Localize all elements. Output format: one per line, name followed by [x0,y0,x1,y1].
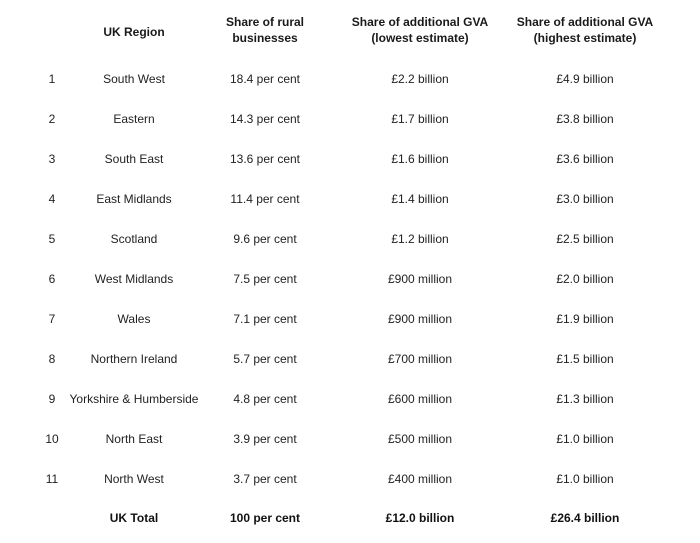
gva-lowest-cell: £400 million [387,472,453,486]
region-name-cell: Scotland [110,232,158,246]
table-row [0,419,700,459]
gva-lowest-cell: £1.4 billion [391,192,449,206]
rural-share-cell: 4.8 per cent [233,392,297,406]
rural-share-cell: 14.3 per cent [229,112,301,126]
gva-lowest-cell: £1.2 billion [391,232,449,246]
gva-highest-cell: £3.6 billion [556,152,614,166]
total-gva-highest-cell: £26.4 billion [550,511,620,525]
row-number-cell: 1 [48,72,56,86]
table-row [0,339,700,379]
gva-lowest-cell: £500 million [387,432,453,446]
header-share-rural: Share of rural businesses [225,15,305,45]
region-name-cell: Northern Ireland [90,352,178,366]
row-number-cell: 2 [48,112,56,126]
row-number-cell: 3 [48,152,56,166]
gva-highest-cell: £1.9 billion [556,312,614,326]
table-row [0,59,700,99]
header-gva-highest: Share of additional GVA (highest estimate) [516,15,654,45]
gva-highest-cell: £3.0 billion [556,192,614,206]
gva-lowest-cell: £1.7 billion [391,112,449,126]
row-number-cell: 4 [48,192,56,206]
gva-highest-cell: £2.5 billion [556,232,614,246]
rural-share-cell: 13.6 per cent [229,152,301,166]
rural-share-cell: 11.4 per cent [230,192,300,206]
region-name-cell: South West [103,72,165,86]
table-row [0,139,700,179]
total-rural-cell: 100 per cent [229,511,301,525]
total-region-cell: UK Total [109,511,159,525]
gva-highest-cell: £1.0 billion [556,472,614,486]
table-row [0,259,700,299]
rural-share-cell: 7.5 per cent [233,272,297,286]
rural-share-cell: 9.6 per cent [233,232,297,246]
total-gva-lowest-cell: £12.0 billion [385,511,455,525]
region-name-cell: North West [104,472,164,486]
rural-share-cell: 3.7 per cent [233,472,297,486]
region-name-cell: West Midlands [94,272,174,286]
gva-highest-cell: £1.5 billion [556,352,614,366]
gva-lowest-cell: £900 million [387,272,453,286]
gva-lowest-cell: £600 million [387,392,453,406]
region-name-cell: East Midlands [96,192,172,206]
row-number-cell: 9 [48,392,56,406]
gva-highest-cell: £3.8 billion [556,112,614,126]
row-number-cell: 11 [45,472,59,486]
rural-share-cell: 7.1 per cent [233,312,297,326]
table-row [0,459,700,499]
table-row-total [0,498,700,538]
gva-lowest-cell: £900 million [387,312,453,326]
gva-lowest-cell: £1.6 billion [391,152,449,166]
region-name-cell: North East [105,432,163,446]
region-name-cell: Eastern [113,112,155,126]
row-number-cell: 6 [48,272,56,286]
gva-lowest-cell: £2.2 billion [391,72,449,86]
row-number-cell: 8 [48,352,56,366]
gva-highest-cell: £4.9 billion [556,72,614,86]
row-number-cell: 5 [48,232,56,246]
header-uk-region: UK Region [103,25,165,39]
region-name-cell: South East [104,152,164,166]
rural-share-cell: 5.7 per cent [233,352,297,366]
table-row [0,219,700,259]
gva-highest-cell: £1.0 billion [556,432,614,446]
rural-share-cell: 3.9 per cent [233,432,297,446]
gva-lowest-cell: £700 million [387,352,453,366]
rural-share-cell: 18.4 per cent [229,72,301,86]
region-name-cell: Wales [117,312,151,326]
row-number-cell: 10 [45,432,59,446]
table-header [0,0,700,58]
table-row [0,299,700,339]
table-row [0,379,700,419]
header-gva-lowest: Share of additional GVA (lowest estimate) [351,15,489,45]
table-row [0,99,700,139]
table-row [0,179,700,219]
gva-highest-cell: £1.3 billion [556,392,614,406]
region-name-cell: Yorkshire & Humberside [69,392,199,406]
row-number-cell: 7 [48,312,56,326]
gva-highest-cell: £2.0 billion [556,272,614,286]
